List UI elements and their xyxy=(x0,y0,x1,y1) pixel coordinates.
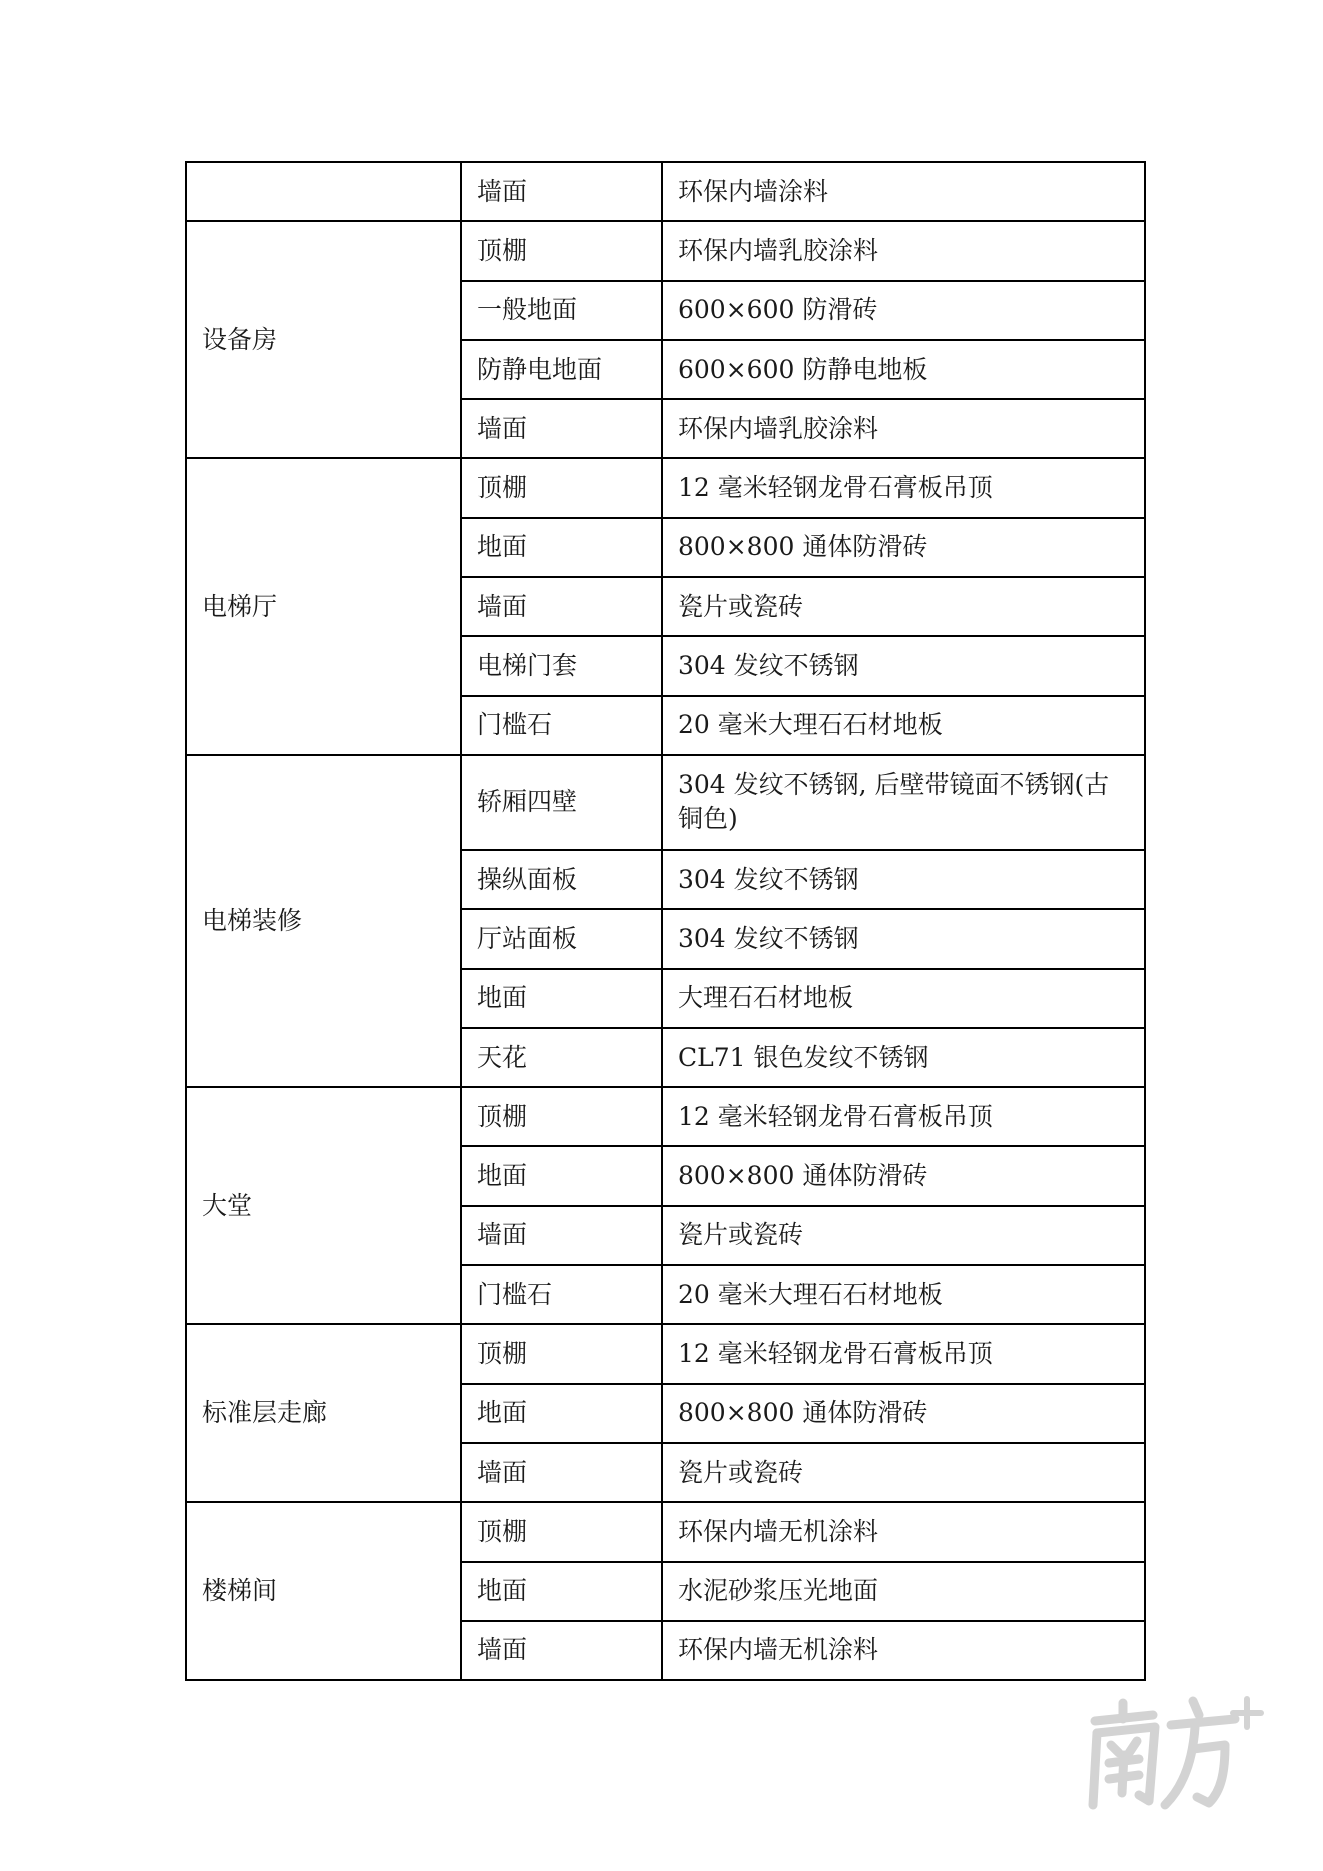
section-cell: 电梯装修 xyxy=(186,755,461,1087)
part-cell: 墙面 xyxy=(461,577,662,636)
part-cell: 顶棚 xyxy=(461,458,662,517)
part-cell: 厅站面板 xyxy=(461,909,662,968)
material-cell: 800×800 通体防滑砖 xyxy=(662,518,1145,577)
material-cell: 304 发纹不锈钢 xyxy=(662,909,1145,968)
table-row xyxy=(186,458,1145,517)
finishes-table xyxy=(185,161,1146,1681)
table-row xyxy=(186,755,1145,850)
section-cell: 设备房 xyxy=(186,221,461,458)
material-cell: 20 毫米大理石石材地板 xyxy=(662,696,1145,755)
part-cell: 墙面 xyxy=(461,399,662,458)
nanfang-plus-watermark-logo xyxy=(1075,1693,1265,1813)
part-cell: 墙面 xyxy=(461,1621,662,1680)
part-cell: 电梯门套 xyxy=(461,636,662,695)
table-row xyxy=(186,1324,1145,1383)
table-row xyxy=(186,1502,1145,1561)
part-cell: 轿厢四壁 xyxy=(461,755,662,850)
section-cell: 电梯厅 xyxy=(186,458,461,754)
material-cell: 304 发纹不锈钢 xyxy=(662,850,1145,909)
table-row xyxy=(186,221,1145,280)
material-cell: 瓷片或瓷砖 xyxy=(662,577,1145,636)
part-cell: 墙面 xyxy=(461,1443,662,1502)
material-cell: 12 毫米轻钢龙骨石膏板吊顶 xyxy=(662,1087,1145,1146)
table-row xyxy=(186,162,1145,221)
section-cell: 楼梯间 xyxy=(186,1502,461,1680)
material-cell: 304 发纹不锈钢 xyxy=(662,636,1145,695)
material-cell: 环保内墙乳胶涂料 xyxy=(662,221,1145,280)
part-cell: 操纵面板 xyxy=(461,850,662,909)
part-cell: 顶棚 xyxy=(461,1087,662,1146)
section-cell: 标准层走廊 xyxy=(186,1324,461,1502)
material-cell: 大理石石材地板 xyxy=(662,969,1145,1028)
material-cell: 环保内墙涂料 xyxy=(662,162,1145,221)
material-cell: 600×600 防静电地板 xyxy=(662,340,1145,399)
section-cell xyxy=(186,162,461,221)
part-cell: 顶棚 xyxy=(461,1502,662,1561)
part-cell: 门槛石 xyxy=(461,1265,662,1324)
material-cell: CL71 银色发纹不锈钢 xyxy=(662,1028,1145,1087)
material-cell: 600×600 防滑砖 xyxy=(662,281,1145,340)
section-cell: 大堂 xyxy=(186,1087,461,1324)
material-cell: 12 毫米轻钢龙骨石膏板吊顶 xyxy=(662,1324,1145,1383)
part-cell: 地面 xyxy=(461,1146,662,1205)
part-cell: 顶棚 xyxy=(461,221,662,280)
part-cell: 地面 xyxy=(461,1562,662,1621)
part-cell: 墙面 xyxy=(461,1206,662,1265)
material-cell: 环保内墙无机涂料 xyxy=(662,1502,1145,1561)
table-row xyxy=(186,1087,1145,1146)
material-cell: 800×800 通体防滑砖 xyxy=(662,1384,1145,1443)
material-cell: 瓷片或瓷砖 xyxy=(662,1443,1145,1502)
part-cell: 地面 xyxy=(461,518,662,577)
material-cell: 环保内墙无机涂料 xyxy=(662,1621,1145,1680)
part-cell: 天花 xyxy=(461,1028,662,1087)
part-cell: 防静电地面 xyxy=(461,340,662,399)
material-cell: 瓷片或瓷砖 xyxy=(662,1206,1145,1265)
material-cell: 12 毫米轻钢龙骨石膏板吊顶 xyxy=(662,458,1145,517)
part-cell: 一般地面 xyxy=(461,281,662,340)
material-cell: 环保内墙乳胶涂料 xyxy=(662,399,1145,458)
part-cell: 门槛石 xyxy=(461,696,662,755)
part-cell: 地面 xyxy=(461,969,662,1028)
material-cell: 水泥砂浆压光地面 xyxy=(662,1562,1145,1621)
part-cell: 顶棚 xyxy=(461,1324,662,1383)
part-cell: 墙面 xyxy=(461,162,662,221)
material-cell: 20 毫米大理石石材地板 xyxy=(662,1265,1145,1324)
material-cell: 304 发纹不锈钢, 后壁带镜面不锈钢(古铜色) xyxy=(662,755,1145,850)
part-cell: 地面 xyxy=(461,1384,662,1443)
material-cell: 800×800 通体防滑砖 xyxy=(662,1146,1145,1205)
